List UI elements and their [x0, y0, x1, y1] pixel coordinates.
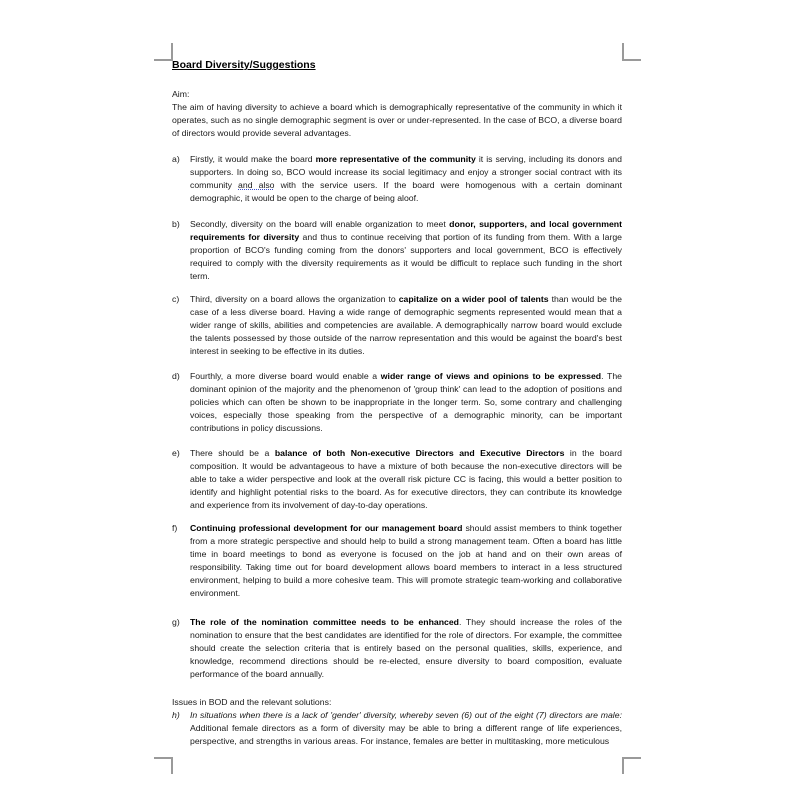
- crop-mark-bottom-right: [622, 757, 624, 774]
- list-item-f: [172, 522, 622, 600]
- list-item-h: [172, 709, 622, 748]
- aim-paragraph: The aim of having diversity to achieve a board which is demographically representative of the community in which it operates, such as no single demographic segment is over or under-represented. In the case of BCO, a diverse board of directors would provide several advantages.: [172, 102, 622, 138]
- item-text: [190, 370, 622, 435]
- list-item-c: [172, 293, 622, 358]
- item-label: e): [172, 448, 180, 458]
- item-text-post: . They should increase the roles of the nomination to ensure that the best candidates are identified for the role of directors. For example, the committee should create the selection criteria that is entirely based on the personal qualities, skills, experience, and knowledge, recommend directions should be re-elected, ensure diversity to board composition, evaluate performance of the board annually.: [190, 617, 622, 679]
- item-label: f): [172, 523, 178, 533]
- crop-mark-bottom-right: [622, 757, 641, 759]
- list-item-b: [172, 218, 622, 283]
- list-item-d: [172, 370, 622, 435]
- item-emphasis: more representative of the community: [315, 154, 476, 164]
- item-label: a): [172, 154, 180, 164]
- item-text: [190, 522, 622, 600]
- item-label: d): [172, 371, 180, 381]
- item-text-pre: Third, diversity on a board allows the organization to: [190, 294, 399, 304]
- item-text-pre: Secondly, diversity on the board will enable organization to meet: [190, 219, 450, 229]
- crop-mark-top-left: [154, 59, 173, 61]
- list-item-e: [172, 447, 622, 512]
- item-text: [190, 447, 622, 512]
- item-text-post: and thus to continue receiving that portion of its funding from them. With a large proportion of BCO's funding coming from the donors' supporters and local government, BCO is effectively required to comply with the diversity requirements as it would be difficult to replace such funding in the short term.: [190, 232, 623, 281]
- item-label: h): [172, 710, 180, 720]
- item-emphasis: The role of the nomination committee needs to be enhanced: [190, 617, 459, 627]
- issues-label: Issues in BOD and the relevant solutions:: [172, 697, 332, 707]
- grammar-flag[interactable]: and also: [238, 180, 275, 190]
- item-italic-lead: In situations when there is a lack of 'gender' diversity, whereby seven (6) out of the eight (7) directors are male:: [190, 710, 622, 720]
- crop-mark-top-right: [622, 59, 641, 61]
- item-text-post: . The dominant opinion of the majority and the phenomenon of 'group think' can lead to the adoption of positions and policies which can often be shown to be inappropriate in the longer term. So, some contrary and challenging voices, especially those speaking from the perspective of a demographic minority, can be important contributions in policy discussions.: [190, 371, 622, 433]
- item-text: [190, 616, 622, 681]
- item-text-post: should assist members to think together from a more strategic perspective and should help to build a strong management team. Often a board has little time in board meetings to bond as everyone is focused on the job at hand and on their own areas of responsibility. Taking time out for board development allows board members to interact in a less structured environment, helping to build a more cohesive team. This will promote strategic team-working and collaborative environment.: [190, 523, 622, 598]
- item-label: g): [172, 617, 180, 627]
- item-emphasis: capitalize on a wider pool of talents: [398, 294, 549, 304]
- item-text-pre: There should be a: [190, 448, 275, 458]
- item-text-post: than would be the case of a less diverse board. Having a wide range of demographic segments represented would mean that a wider range of skills, abilities and competencies are available. A demographically narrow board would exclude the talents possessed by those outside of the narrow representation and this would be against the board's best interest in seeking to be effective in its duties.: [190, 294, 622, 356]
- item-text: [190, 709, 622, 748]
- item-text-post: it is serving, including its donors and supporters. In doing so, BCO would increase its social legitimacy and enjoy a stronger social contract with its community: [190, 154, 622, 190]
- item-body: Additional female directors as a form of diversity may be able to bring a different range of life experiences, perspective, and strengths in various areas. For instance, females are better in multitasking, more meticulous: [190, 723, 622, 746]
- item-text-pre: Firstly, it would make the board: [190, 154, 316, 164]
- item-emphasis: wider range of views and opinions to be expressed: [380, 371, 602, 381]
- item-text: [190, 218, 622, 283]
- item-label: c): [172, 294, 180, 304]
- item-text: [190, 293, 622, 358]
- item-text-pre: Fourthly, a more diverse board would enable a: [190, 371, 381, 381]
- crop-mark-top-right: [622, 43, 624, 60]
- item-text: [190, 153, 622, 205]
- page-heading: Board Diversity/Suggestions: [172, 59, 316, 71]
- list-item-g: [172, 616, 622, 681]
- item-emphasis: Continuing professional development for our management board: [190, 523, 463, 533]
- crop-mark-bottom-left: [171, 757, 173, 774]
- item-text-post: in the board composition. It would be advantageous to have a mixture of both because the non-executive directors will be able to take a wider perspective and look at the overall risk picture CC is facing, this would a better position to identify and highlight potential risks to the board. As for executive directors, they can contribute its knowledge and experience from its involvement of day-to-day operations.: [190, 448, 622, 510]
- list-item-a: [172, 153, 622, 205]
- item-emphasis: donor, supporters, and local government requirements for diversity: [190, 219, 622, 242]
- item-text-post: with the service users. If the board were homogenous with a certain dominant demographic, it would be open to the charge of being aloof.: [190, 180, 623, 203]
- item-label: b): [172, 219, 180, 229]
- crop-mark-top-left: [171, 43, 173, 60]
- item-emphasis: balance of both Non-executive Directors and Executive Directors: [274, 448, 565, 458]
- aim-label: Aim:: [172, 89, 190, 99]
